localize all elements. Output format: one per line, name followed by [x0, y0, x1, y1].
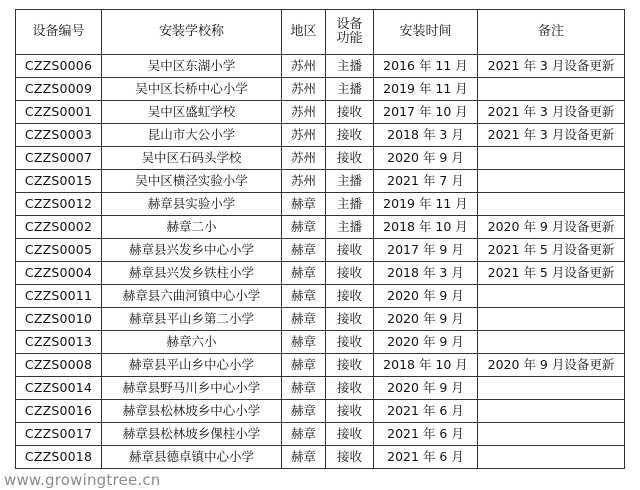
table-row	[16, 423, 625, 446]
cell-time: 2017 年 9 月	[374, 239, 478, 262]
cell-note	[478, 285, 625, 308]
cell-time: 2020 年 9 月	[374, 377, 478, 400]
cell-code: CZZS0007	[16, 147, 102, 170]
cell-code: CZZS0011	[16, 285, 102, 308]
cell-school: 吴中区石码头学校	[102, 147, 282, 170]
header-row	[16, 10, 625, 55]
cell-time: 2020 年 9 月	[374, 147, 478, 170]
cell-school: 吴中区盛虹学校	[102, 101, 282, 124]
cell-school: 赫章县兴发乡中心小学	[102, 239, 282, 262]
cell-school: 赫章六小	[102, 331, 282, 354]
cell-code: CZZS0015	[16, 170, 102, 193]
cell-region: 苏州	[282, 147, 326, 170]
cell-function: 接收	[326, 239, 374, 262]
cell-code: CZZS0001	[16, 101, 102, 124]
cell-region: 苏州	[282, 55, 326, 78]
cell-function: 接收	[326, 354, 374, 377]
cell-code: CZZS0012	[16, 193, 102, 216]
table-row	[16, 262, 625, 285]
cell-function: 接收	[326, 101, 374, 124]
header-function-line2: 功能	[336, 31, 363, 46]
cell-time: 2018 年 10 月	[374, 354, 478, 377]
cell-code: CZZS0014	[16, 377, 102, 400]
cell-region: 赫章	[282, 285, 326, 308]
table-row	[16, 239, 625, 262]
table-row	[16, 216, 625, 239]
cell-school: 赫章县平山乡第二小学	[102, 308, 282, 331]
cell-function: 主播	[326, 193, 374, 216]
cell-time: 2017 年 10 月	[374, 101, 478, 124]
cell-school: 赫章县平山乡中心小学	[102, 354, 282, 377]
cell-region: 苏州	[282, 78, 326, 101]
cell-time: 2021 年 6 月	[374, 400, 478, 423]
cell-note	[478, 423, 625, 446]
table-row	[16, 400, 625, 423]
cell-time: 2020 年 9 月	[374, 285, 478, 308]
cell-note: 2021 年 5 月设备更新	[478, 262, 625, 285]
cell-note	[478, 78, 625, 101]
cell-school: 赫章县松林坡乡倮柱小学	[102, 423, 282, 446]
cell-note	[478, 170, 625, 193]
cell-note: 2021 年 5 月设备更新	[478, 239, 625, 262]
cell-note	[478, 400, 625, 423]
cell-code: CZZS0013	[16, 331, 102, 354]
cell-note	[478, 446, 625, 469]
cell-function: 接收	[326, 147, 374, 170]
cell-time: 2021 年 7 月	[374, 170, 478, 193]
cell-school: 昆山市大公小学	[102, 124, 282, 147]
header-region: 地区	[282, 10, 326, 55]
equipment-table	[15, 9, 625, 469]
cell-function: 接收	[326, 446, 374, 469]
cell-function: 接收	[326, 331, 374, 354]
cell-code: CZZS0005	[16, 239, 102, 262]
cell-region: 赫章	[282, 216, 326, 239]
cell-function: 接收	[326, 285, 374, 308]
cell-code: CZZS0018	[16, 446, 102, 469]
cell-note: 2021 年 3 月设备更新	[478, 101, 625, 124]
cell-code: CZZS0010	[16, 308, 102, 331]
cell-time: 2020 年 9 月	[374, 331, 478, 354]
cell-region: 苏州	[282, 124, 326, 147]
cell-time: 2021 年 6 月	[374, 423, 478, 446]
cell-time: 2019 年 11 月	[374, 78, 478, 101]
cell-note	[478, 147, 625, 170]
cell-time: 2018 年 10 月	[374, 216, 478, 239]
cell-region: 赫章	[282, 446, 326, 469]
cell-note: 2021 年 3 月设备更新	[478, 55, 625, 78]
cell-note	[478, 377, 625, 400]
cell-note: 2021 年 3 月设备更新	[478, 124, 625, 147]
watermark-text: www.growingtree.cn	[4, 471, 161, 489]
cell-note	[478, 331, 625, 354]
cell-region: 赫章	[282, 193, 326, 216]
header-note: 备注	[478, 10, 625, 55]
header-time: 安装时间	[374, 10, 478, 55]
header-function	[326, 10, 374, 55]
table-row	[16, 331, 625, 354]
cell-function: 接收	[326, 377, 374, 400]
table-row	[16, 446, 625, 469]
cell-region: 赫章	[282, 239, 326, 262]
cell-function: 接收	[326, 308, 374, 331]
cell-function: 接收	[326, 423, 374, 446]
cell-region: 赫章	[282, 308, 326, 331]
cell-time: 2018 年 3 月	[374, 124, 478, 147]
table-row	[16, 78, 625, 101]
cell-function: 主播	[326, 78, 374, 101]
cell-time: 2016 年 11 月	[374, 55, 478, 78]
cell-function: 接收	[326, 400, 374, 423]
table-row	[16, 193, 625, 216]
cell-note: 2020 年 9 月设备更新	[478, 354, 625, 377]
cell-code: CZZS0002	[16, 216, 102, 239]
cell-school: 赫章县实验小学	[102, 193, 282, 216]
cell-region: 赫章	[282, 423, 326, 446]
table-row	[16, 170, 625, 193]
cell-function: 接收	[326, 124, 374, 147]
cell-code: CZZS0008	[16, 354, 102, 377]
cell-time: 2019 年 11 月	[374, 193, 478, 216]
cell-region: 赫章	[282, 400, 326, 423]
cell-region: 赫章	[282, 354, 326, 377]
header-school: 安装学校称	[102, 10, 282, 55]
cell-code: CZZS0009	[16, 78, 102, 101]
table-row	[16, 101, 625, 124]
cell-time: 2020 年 9 月	[374, 308, 478, 331]
cell-code: CZZS0004	[16, 262, 102, 285]
cell-school: 赫章二小	[102, 216, 282, 239]
cell-region: 苏州	[282, 170, 326, 193]
cell-school: 赫章县兴发乡铁柱小学	[102, 262, 282, 285]
cell-school: 赫章县松林坡乡中心小学	[102, 400, 282, 423]
table-row	[16, 285, 625, 308]
table-row	[16, 147, 625, 170]
cell-code: CZZS0006	[16, 55, 102, 78]
table-row	[16, 308, 625, 331]
cell-school: 吴中区东湖小学	[102, 55, 282, 78]
cell-school: 赫章县六曲河镇中心小学	[102, 285, 282, 308]
cell-region: 赫章	[282, 262, 326, 285]
cell-code: CZZS0017	[16, 423, 102, 446]
cell-code: CZZS0003	[16, 124, 102, 147]
cell-time: 2018 年 3 月	[374, 262, 478, 285]
cell-school: 赫章县德卓镇中心小学	[102, 446, 282, 469]
cell-function: 主播	[326, 170, 374, 193]
cell-note: 2020 年 9 月设备更新	[478, 216, 625, 239]
cell-function: 主播	[326, 216, 374, 239]
cell-function: 接收	[326, 262, 374, 285]
header-function-line1: 设备	[336, 17, 363, 32]
table-row	[16, 124, 625, 147]
cell-region: 苏州	[282, 101, 326, 124]
cell-region: 赫章	[282, 377, 326, 400]
cell-region: 赫章	[282, 331, 326, 354]
table-row	[16, 377, 625, 400]
table-row	[16, 354, 625, 377]
header-code: 设备编号	[16, 10, 102, 55]
cell-function: 主播	[326, 55, 374, 78]
cell-code: CZZS0016	[16, 400, 102, 423]
cell-note	[478, 308, 625, 331]
cell-time: 2021 年 6 月	[374, 446, 478, 469]
cell-school: 吴中区横泾实验小学	[102, 170, 282, 193]
cell-school: 吴中区长桥中心小学	[102, 78, 282, 101]
table-row	[16, 55, 625, 78]
cell-note	[478, 193, 625, 216]
cell-school: 赫章县野马川乡中心小学	[102, 377, 282, 400]
